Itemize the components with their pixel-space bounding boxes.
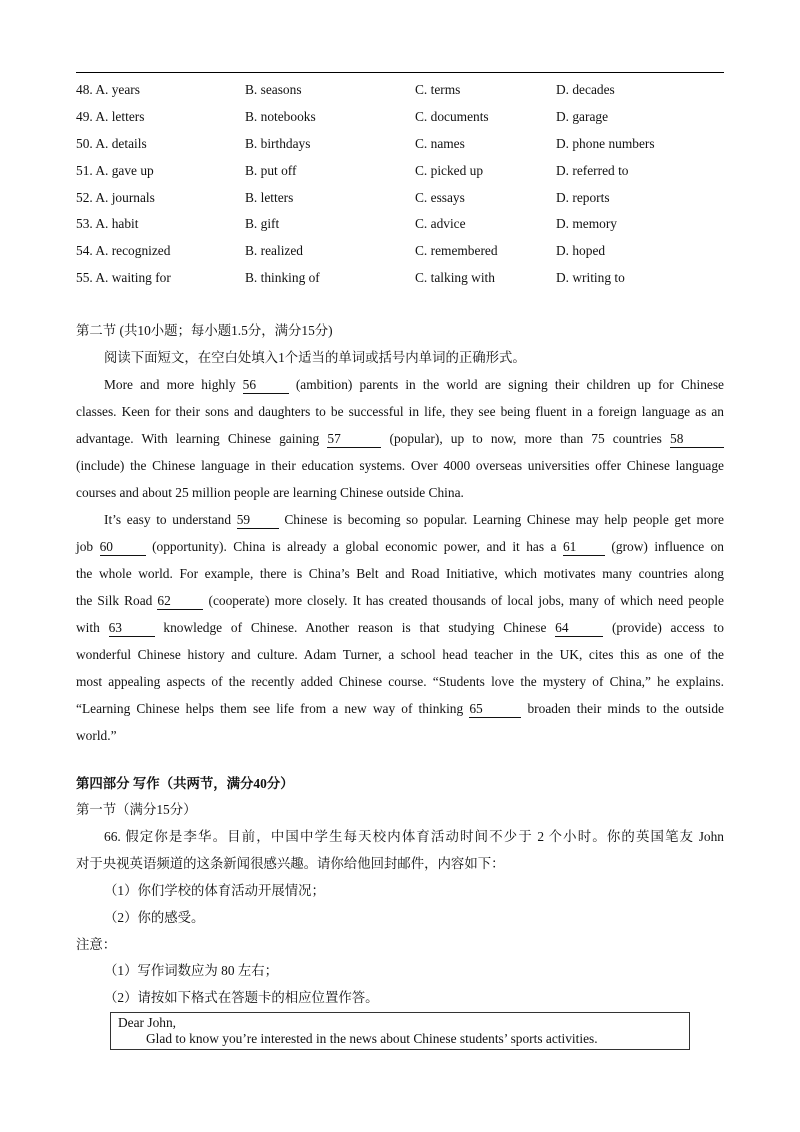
blank-56: 56	[243, 377, 289, 394]
option-row-53	[76, 214, 736, 234]
passage-line: with 63 knowledge of Chinese. Another reason is that studying Chinese 64 (provide) access to	[76, 620, 724, 635]
blank-61: 61	[563, 539, 605, 556]
top-rule	[76, 72, 724, 73]
passage-line: It’s easy to understand 59 Chinese is becoming so popular. Learning Chinese may help people get more	[104, 512, 724, 527]
option-c: C. names	[415, 136, 465, 151]
passage-line: wonderful Chinese history and culture. Adam Turner, a school head teacher in the UK, cites this as one of the	[76, 647, 724, 662]
letter-opening: Glad to know you’re interested in the news about Chinese students’ sports activities.	[146, 1031, 598, 1046]
option-b: B. birthdays	[245, 136, 311, 151]
option-d: D. phone numbers	[556, 136, 655, 151]
note-label: 注意：	[76, 937, 117, 952]
note-item: （2）请按如下格式在答题卡的相应位置作答。	[104, 990, 379, 1005]
option-b: B. gift	[245, 216, 280, 231]
option-c: C. documents	[415, 109, 489, 124]
option-row-54	[76, 241, 736, 261]
passage-line: the whole world. For example, there is China’s Belt and Road Initiative, which motivates many countries along	[76, 566, 724, 581]
option-a: 53. A. habit	[76, 216, 139, 231]
part4-heading: 第四部分 写作（共两节，满分40分）	[76, 776, 294, 791]
option-row-49	[76, 107, 736, 127]
blank-65: 65	[469, 701, 521, 718]
option-b: B. letters	[245, 190, 294, 205]
option-a: 49. A. letters	[76, 109, 145, 124]
option-a: 50. A. details	[76, 136, 147, 151]
option-d: D. writing to	[556, 270, 625, 285]
blank-60: 60	[100, 539, 146, 556]
passage-line: More and more highly 56 (ambition) parents in the world are signing their children up for Chinese	[104, 377, 724, 392]
option-d: D. referred to	[556, 163, 629, 178]
option-d: D. garage	[556, 109, 609, 124]
option-row-50	[76, 134, 736, 154]
blank-57: 57	[327, 431, 381, 448]
option-d: D. decades	[556, 82, 615, 97]
section2-heading: 第二节 (共10小题；每小题1.5分，满分15分)	[76, 323, 333, 338]
passage-line: “Learning Chinese helps them see life from a new way of thinking 65 broaden their minds to the outside	[76, 701, 724, 716]
passage-line: (include) the Chinese language in their education systems. Over 4000 overseas universities offer Chinese language	[76, 458, 724, 473]
option-d: D. reports	[556, 190, 610, 205]
option-a: 48. A. years	[76, 82, 140, 97]
option-row-51	[76, 161, 736, 181]
passage-line: the Silk Road 62 (cooperate) more closely. It has created thousands of local jobs, many of which need people	[76, 593, 724, 608]
option-b: B. put off	[245, 163, 297, 178]
part4-sub-heading: 第一节（满分15分）	[76, 802, 197, 817]
option-b: B. seasons	[245, 82, 302, 97]
option-a: 52. A. journals	[76, 190, 155, 205]
requirement-item: （2）你的感受。	[104, 910, 205, 925]
option-a: 55. A. waiting for	[76, 270, 171, 285]
option-a: 54. A. recognized	[76, 243, 171, 258]
question-66: 66. 假定你是李华。目前，中国中学生每天校内体育活动时间不少于 2 个小时。你的英国笔友 John	[104, 829, 724, 844]
passage-line: job 60 (opportunity). China is already a global economic power, and it has a 61 (grow) influence on	[76, 539, 724, 554]
option-d: D. memory	[556, 216, 617, 231]
blank-64: 64	[555, 620, 603, 637]
option-d: D. hoped	[556, 243, 606, 258]
option-c: C. essays	[415, 190, 465, 205]
option-c: C. advice	[415, 216, 466, 231]
option-c: C. picked up	[415, 163, 484, 178]
passage-line: world.”	[76, 728, 117, 743]
passage-line: courses and about 25 million people are learning Chinese outside China.	[76, 485, 464, 500]
option-row-55	[76, 268, 736, 288]
blank-62: 62	[157, 593, 203, 610]
blank-58: 58	[670, 431, 724, 448]
passage-line: classes. Keen for their sons and daughters to be successful in life, they see being fluent in a foreign language as an	[76, 404, 724, 419]
option-b: B. realized	[245, 243, 303, 258]
blank-59: 59	[237, 512, 279, 529]
requirement-item: （1）你们学校的体育活动开展情况；	[104, 883, 325, 898]
passage-line: most appealing aspects of the recently added Chinese course. “Students love the mystery of China,” he explains.	[76, 674, 724, 689]
option-c: C. terms	[415, 82, 461, 97]
answer-format-box	[110, 1012, 690, 1050]
note-item: （1）写作词数应为 80 左右；	[104, 963, 279, 978]
blank-63: 63	[109, 620, 155, 637]
passage-line: advantage. With learning Chinese gaining 57 (popular), up to now, more than 75 countries 58	[76, 429, 724, 449]
option-b: B. thinking of	[245, 270, 320, 285]
letter-salutation: Dear John,	[118, 1015, 177, 1030]
question-66-cont: 对于央视英语频道的这条新闻很感兴趣。请你给他回封邮件，内容如下：	[76, 856, 505, 871]
option-a: 51. A. gave up	[76, 163, 154, 178]
option-c: C. remembered	[415, 243, 498, 258]
option-row-52	[76, 188, 736, 208]
section2-instruction: 阅读下面短文，在空白处填入1个适当的单词或括号内单词的正确形式。	[104, 350, 526, 365]
option-c: C. talking with	[415, 270, 495, 285]
option-b: B. notebooks	[245, 109, 316, 124]
option-row-48	[76, 80, 736, 100]
